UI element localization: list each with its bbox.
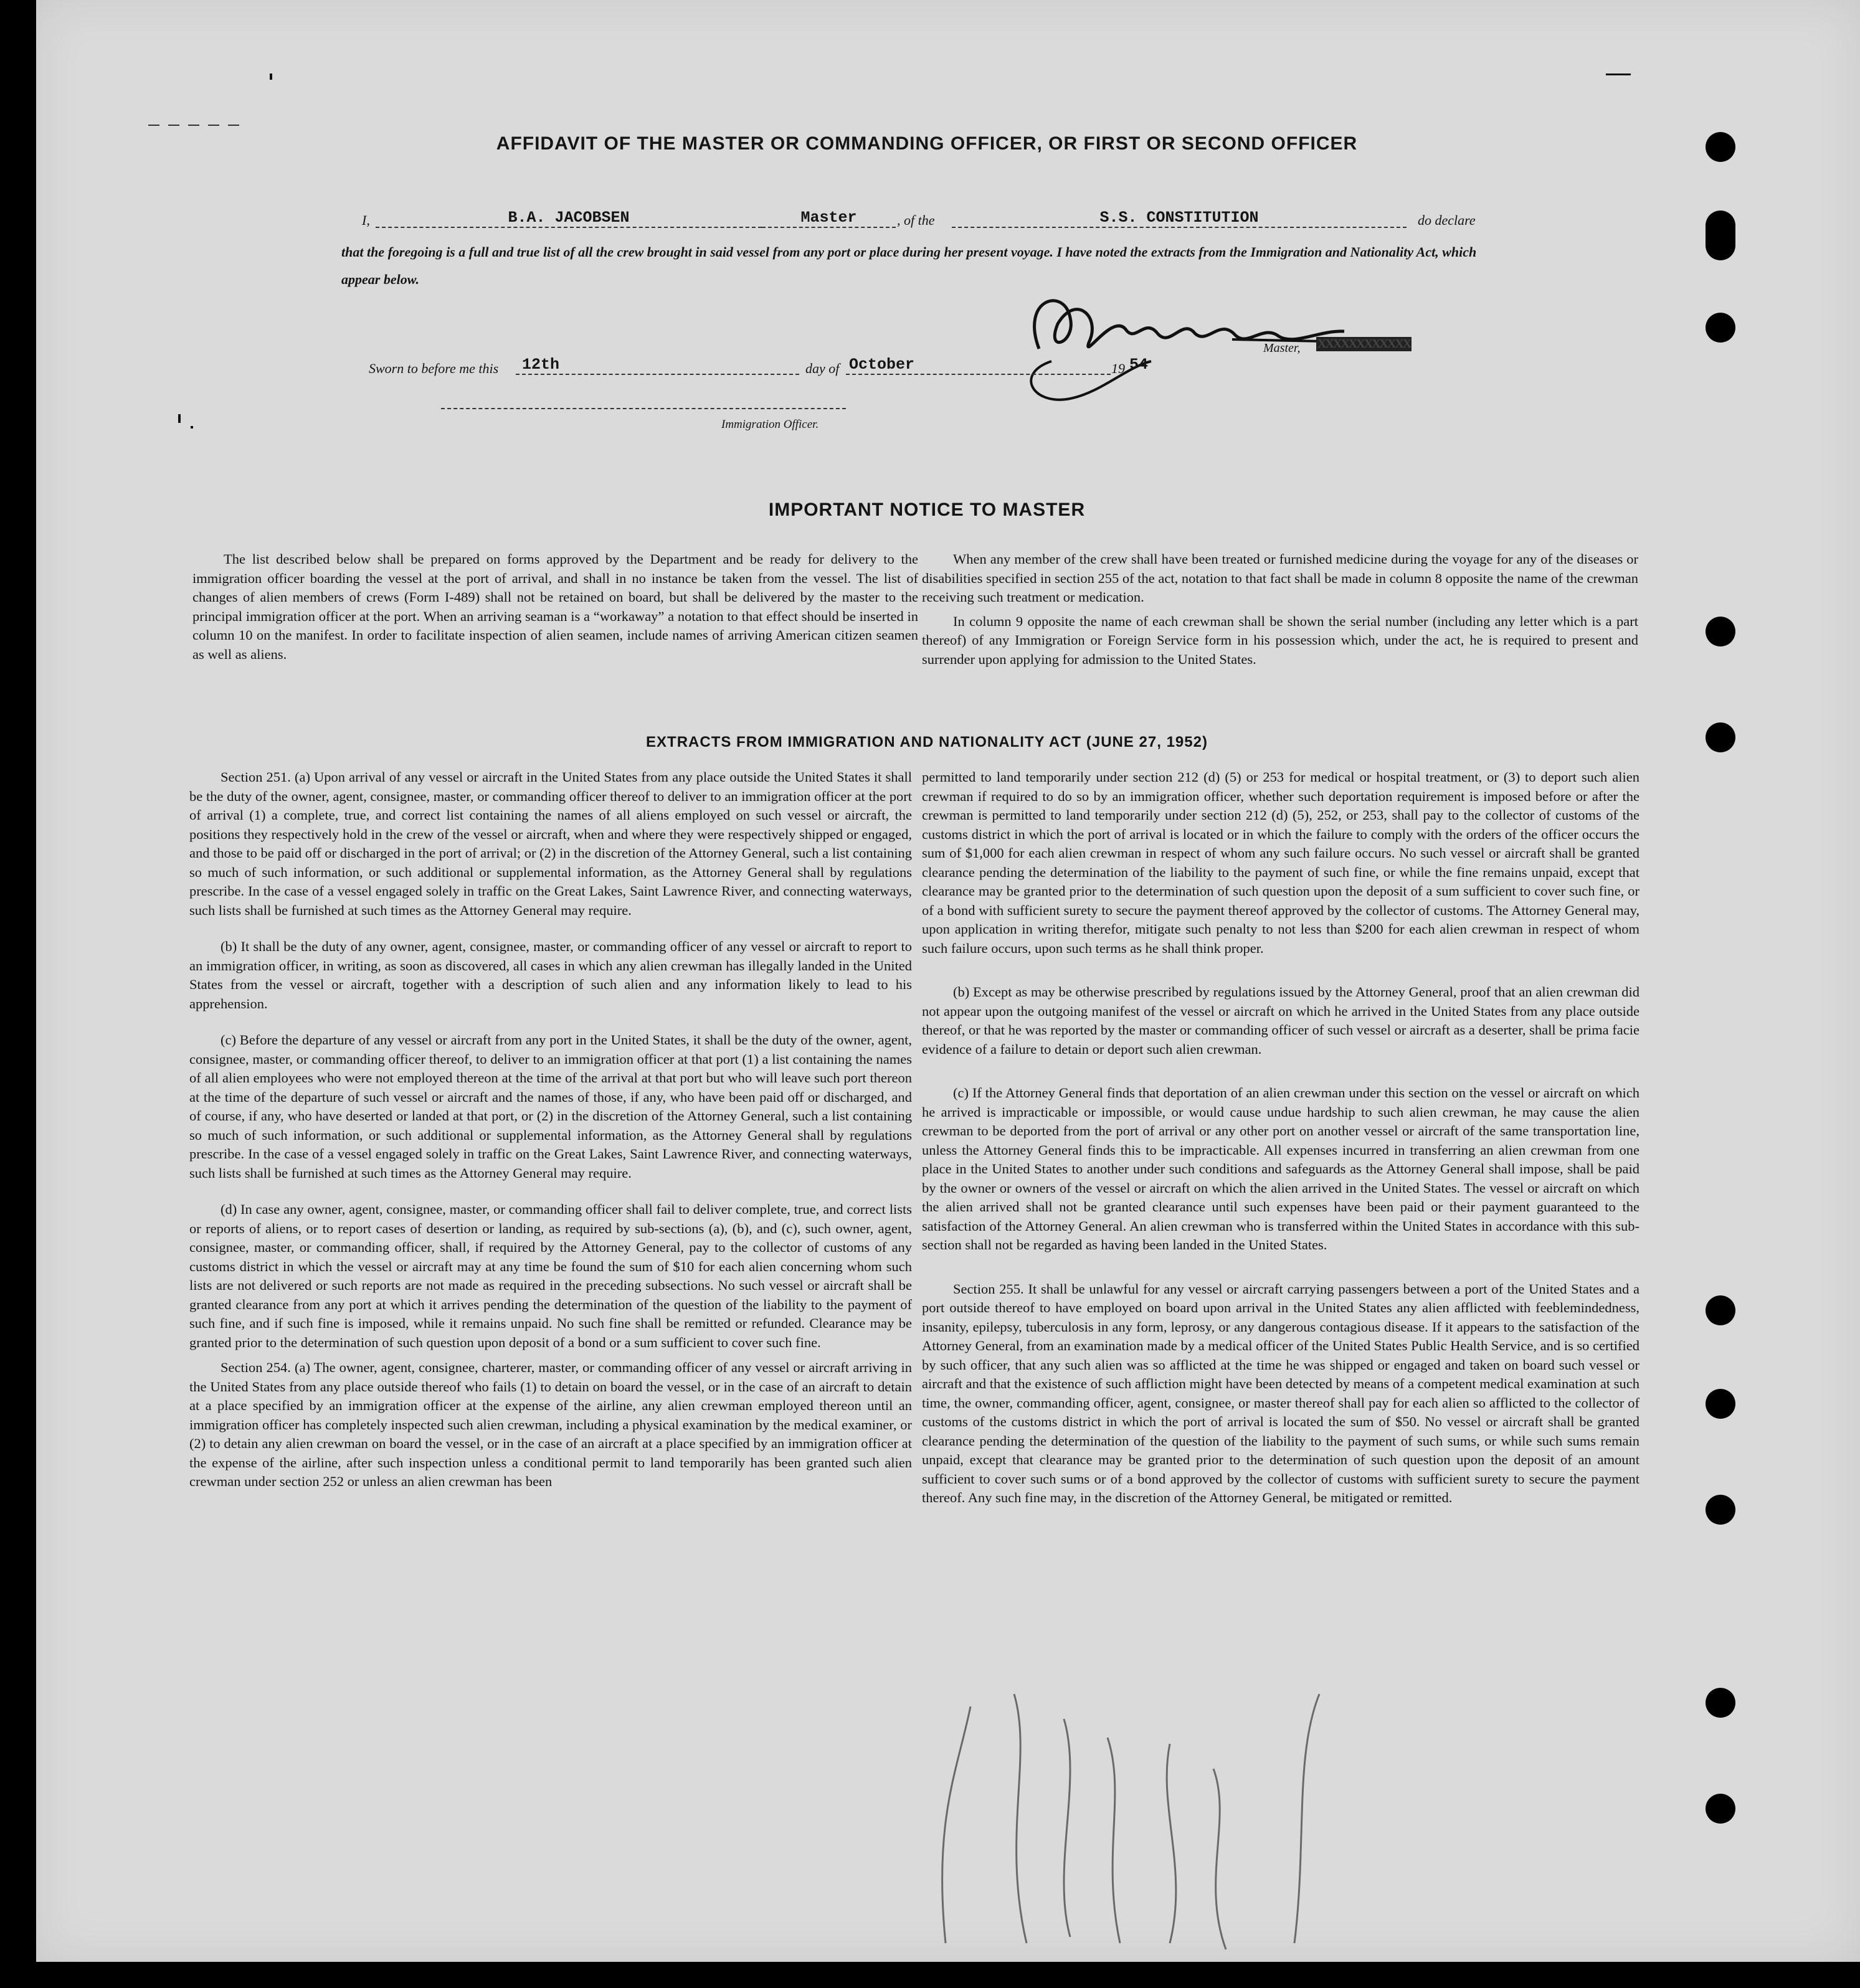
punch-hole (1706, 1794, 1735, 1824)
section-251-b: (b) It shall be the duty of any owner, agent, consignee, master, or commanding officer of any vessel or aircraft to report to an immigration officer, in writing, as soon as discovered, all cases in which any alien crewman has illegally landed in the United States from the vessel or aircraft, together with a description of such alien and any information likely to lead to his apprehension. (189, 939, 912, 1011)
punch-hole (1706, 1495, 1735, 1525)
bleed-through-marks (921, 1682, 1394, 1956)
declaration-text: that the foregoing is a full and true list of all the crew brought in said vessel from any port or place during her present voyage. I have noted the extracts from the Immigration and Nationality Act, which appear below. (341, 244, 1477, 287)
section-254-c: (c) If the Attorney General finds that deportation of an alien crewman under this section on the vessel or aircraft on which he arrived is impracticable or impossible, or would cause undue hardship to such alien crewman, he may cause the alien crewman to be deported from the port of arrival or any other port on another vessel or aircraft of the same transportation line, unless the Attorney General finds this to be impracticable. All expenses incurred in transferring an alien crewman from one place in the United States to another under such conditions and safeguards as the Attorney General shall impose, shall be paid by the owner or owners of the vessel or aircraft on which the alien arrived in the United States. The vessel or aircraft on which the alien arrived shall not be granted clearance until such expenses have been paid or their payment guaranteed to the satisfaction of the Attorney General. An alien crewman who is transferred within the United States in accordance with this sub-section shall not be regarded as having been landed in the United States. (922, 1085, 1639, 1252)
signature-caption: Master, (1263, 341, 1301, 355)
label-of-the: , of the (897, 212, 935, 228)
extracts-right-column (922, 768, 1639, 1525)
notice-right-para-2: In column 9 opposite the name of each crewman shall be shown the serial number (including any letter which is a part thereof) of any Immigration or Foreign Service form in his possession which, under the act, he is required to present and surrender upon applying for admission to the United States. (922, 613, 1638, 667)
punch-hole (1706, 1295, 1735, 1325)
section-255: Section 255. It shall be unlawful for any vessel or aircraft carrying passengers between a port of the United States and a port outside thereof to have employed on board upon arrival in the United States any alien afflicted with feeblemindedness, insanity, epilepsy, tuberculosis in any form, leprosy, or any dangerous contagious disease. If it appears to the satisfaction of the Attorney General, from an examination made by a medical officer of the United States Public Health Service, and is so certified by such officer, that any such alien was so afflicted at the time he was shipped or engaged and taken on board such vessel or aircraft and that the existence of such affliction might have been detected by means of a competent medical examination at such time, the owner, commanding officer, agent, consignee, or master thereof shall pay for each alien so afflicted to the collector of customs of the customs district in which the port of arrival is located the sum of $50. No vessel or aircraft shall be granted clearance pending the determination of the question of the liability to the payment of such sums, or while such sums remain unpaid, except that clearance may be granted prior to the determination of such question upon the deposit of an amount sufficient to cover such sums or of a bond approved by the collector of customs with sufficient surety to secure the payment thereof. Any such fine may, in the discretion of the Attorney General, be mitigated or remitted. (922, 1280, 1639, 1505)
label-i: I, (362, 212, 370, 228)
punch-hole (1706, 313, 1735, 343)
day-of-label: day of (805, 361, 840, 376)
section-251-a: Section 251. (a) Upon arrival of any vessel or aircraft in the United States from any place outside the United States it shall be the duty of the owner, agent, consignee, master, or commanding officer thereof to deliver to an immigration officer at the port of arrival (1) a complete, true, and correct list containing the names of all aliens employed on such vessel or aircraft, the positions they respectively hold in the crew of the vessel or aircraft, when and where they were respectively shipped or engaged, and those to be paid off or discharged in the port of arrival; or (2) in the discretion of the Attorney General, such a list containing so much of such information, or such additional or supplemental information, as the Attorney General shall by regulations prescribe. In the case of a vessel engaged solely in traffic on the Great Lakes, Saint Lawrence River, and connecting waterways, such lists shall be furnished at such times as the Attorney General may require. (189, 769, 912, 918)
label-do-declare: do declare (1418, 212, 1476, 228)
punch-hole (1706, 722, 1735, 752)
year-prefix: 19 (1111, 361, 1125, 376)
sworn-day-field: 12th (516, 356, 799, 375)
notice-right-para-1: When any member of the crew shall have been treated or furnished medicine during the voyage for any of the diseases or disabilities specified in section 255 of the act, notation to that fact shall be made in column 8 opposite the name of the crewman receiving such treatment or medication. (922, 551, 1638, 605)
notice-left-para: The list described below shall be prepared on forms approved by the Department and be ready for delivery to the immigration officer boarding the vessel at the port of arrival, and shall in no instance be taken from the vessel. The list of changes of alien members of crews (Form I-489) shall not be retained on board, but shall be delivered by the master to the principal immigration officer at the port. When an arriving seaman is a “workaway” a notation to that effect should be inserted in column 10 on the manifest. In order to facilitate inspection of alien seamen, include names of arriving American citizen seamen as well as aliens. (192, 551, 918, 662)
section-254-a: Section 254. (a) The owner, agent, consignee, charterer, master, or commanding officer of any vessel or aircraft arriving in the United States from any place outside thereof who fails (1) to detain on board the vessel, or in the case of an aircraft to detain at a place specified by an immigration officer at the expense of the airline, any alien crewman employed thereon until an immigration officer has completely inspected such alien crewman, including a physical examination by the medical examiner, or (2) to detain any alien crewman on board the vessel, or in the case of an aircraft at a place specified by an immigration officer at the expense of the airline, after such inspection unless a conditional permit to land temporarily has been granted such alien crewman under section 252 or unless an alien crewman has been (189, 1360, 912, 1489)
officer-caption: Immigration Officer. (721, 418, 819, 431)
struck-out-title: XXXXXXXXXXXX (1317, 337, 1411, 351)
year-field: 54 (1129, 356, 1148, 374)
punch-hole (1706, 617, 1735, 646)
dust-speck (178, 414, 181, 423)
officer-signature-line (441, 408, 846, 409)
dust-speck (270, 73, 272, 80)
master-name-field: B.A. JACOBSEN (376, 209, 762, 228)
extracts-left-column (189, 768, 912, 1509)
punch-hole (1706, 1389, 1735, 1419)
affidavit-title: AFFIDAVIT OF THE MASTER OR COMMANDING OFFICER, OR FIRST OR SECOND OFFICER (496, 133, 1358, 154)
notice-left-column (192, 550, 918, 681)
document-page (36, 0, 1860, 1962)
punch-hole (1706, 211, 1735, 260)
section-254-b: (b) Except as may be otherwise prescribed by regulations issued by the Attorney General, proof that an alien crewman did not appear upon the outgoing manifest of the vessel or aircraft on which he arrived in the United States from any place outside thereof, or that he was reported by the master or commanding officer of such vessel or aircraft as a deserter, shall be prima facie evidence of a failure to detain or deport such alien crewman. (922, 984, 1639, 1057)
notice-right-column (922, 550, 1638, 686)
section-254-a-continued: permitted to land temporarily under section 212 (d) (5) or 253 for medical or hospital treatment, or (3) to deport such alien crewman if required to do so by an immigration officer, whether such deportation requirement is imposed before or after the crewman is permitted to land temporarily under section 212 (d) (5), 252, or 253, shall pay to the collector of customs of the customs district in which the port of arrival is located or in which the failure to comply with the orders of the officer occurs the sum of $1,000 for each alien crewman in respect of whom any such failure occurs. No such vessel or aircraft shall be granted clearance pending the determination of the liability to the payment of such fine, or while the fine remains unpaid, except that clearance may be granted prior to the determination of such question upon the deposit of a sum sufficient to cover such fine, or of a bond with sufficient surety to secure the payment thereof approved by the collector of customs. The Attorney General may, upon application in writing therefor, mitigate such penalty to not less than $200 for each alien crewman in respect of whom such failure occurs, upon such terms as he shall think proper. (922, 769, 1639, 956)
sworn-month-field: October (846, 356, 1111, 375)
section-251-c: (c) Before the departure of any vessel or aircraft from any port in the United States, it shall be the duty of the owner, agent, consignee, master, or commanding officer thereof, to deliver to an immigration officer at that port (1) a list containing the names of all alien employees who were not employed thereon at the time of the arrival at that port but who will leave such port thereon at the time of the departure of such vessel or aircraft and the names of those, if any, who have been paid off or discharged, and of course, if any, who have deserted or landed at that port, or (2) in the discretion of the Attorney General, such a list containing so much of such information, or such additional or supplemental information, as the Attorney General shall by regulations prescribe. In the case of a vessel engaged solely in traffic on the Great Lakes, Saint Lawrence River, and connecting waterways, such lists shall be furnished at such times as the Attorney General may require. (189, 1032, 912, 1181)
punch-hole (1706, 1688, 1735, 1718)
dust-speck (148, 125, 242, 126)
vessel-field: S.S. CONSTITUTION (952, 209, 1407, 228)
sworn-label: Sworn to before me this (369, 361, 499, 376)
dust-speck (191, 426, 193, 428)
extracts-title: EXTRACTS FROM IMMIGRATION AND NATIONALITY ACT (JUNE 27, 1952) (646, 734, 1208, 750)
punch-hole (1706, 132, 1735, 162)
dust-speck (1606, 73, 1631, 75)
notice-title: IMPORTANT NOTICE TO MASTER (768, 499, 1086, 520)
section-251-d: (d) In case any owner, agent, consignee, master, or commanding officer shall fail to deliver complete, true, and correct lists or reports of aliens, or to report cases of desertion or landing, as required by sub-sections (a), (b), and (c), such owner, agent, consignee, master, or commanding officer, shall, if required by the Attorney General, pay to the collector of customs of any customs district in which the vessel or aircraft may at any time be found the sum of $10 for each alien concerning whom such lists are not delivered or such reports are not made as required in the preceding subsections. No such vessel or aircraft shall be granted clearance from any port at which it arrives pending the determination of the question of the liability to the payment of such fine, and if such fine is imposed, while it remains unpaid. No such fine shall be remitted or refunded. Clearance may be granted prior to the determination of such question upon deposit of a bond or a sum sufficient to cover such fine. (189, 1201, 912, 1350)
rank-field: Master (762, 209, 896, 228)
